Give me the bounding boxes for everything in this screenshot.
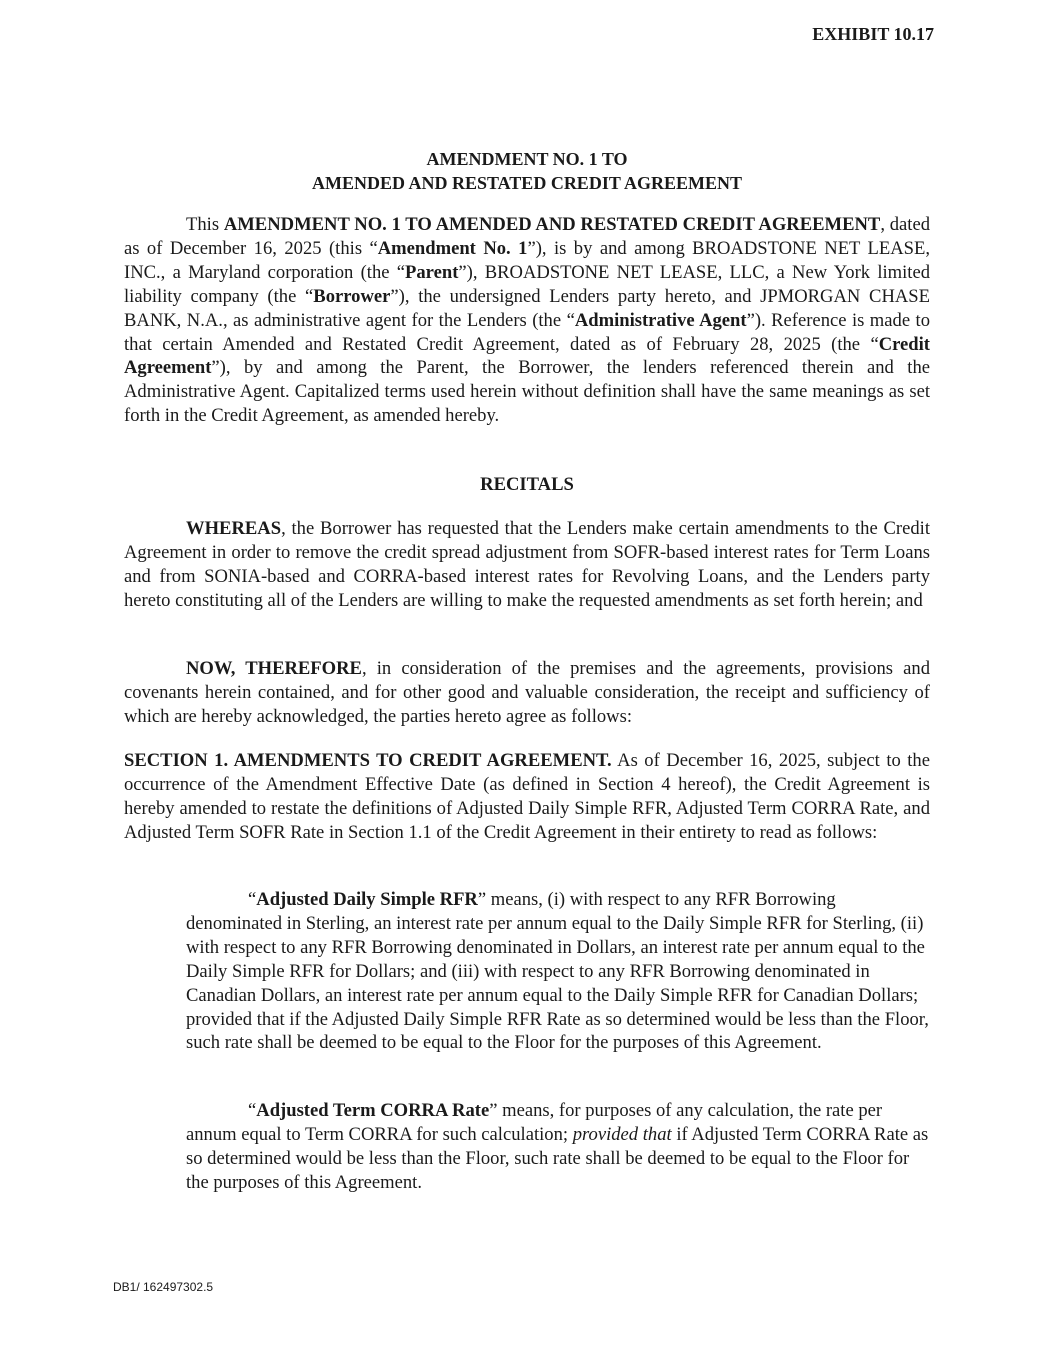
intro-bold-admin-agent: Administrative Agent: [574, 309, 747, 331]
def1-term: Adjusted Daily Simple RFR: [256, 889, 478, 910]
intro-bold-credit-agreement: Credit Agreement: [124, 333, 930, 379]
now-therefore-paragraph: [124, 657, 930, 729]
intro-bold-title: AMENDMENT NO. 1 TO AMENDED AND RESTATED CREDIT AGREEMENT: [223, 214, 881, 235]
intro-text-1: This: [186, 214, 224, 235]
def2-text-1: ” means, for purposes of any calculation, the rate per annum equal to Term CORRA for such calculation;: [186, 1100, 883, 1145]
intro-paragraph: [124, 213, 930, 428]
title-line-1: AMENDMENT NO. 1 TO: [426, 149, 628, 169]
whereas-text: , the Borrower has requested that the Lenders make certain amendments to the Credit Agreement in order to remove the credit spread adjustment from SOFR-based interest rates for Term Loans and from SONIA-based and CORRA-based interest rates for Revolving Loans, and the Lenders party hereto constituting all of the Lenders are willing to make the requested amendments as set forth herein; and: [124, 518, 930, 611]
intro-text-5: ”), the undersigned Lenders party hereto, and JPMORGAN CHASE BANK, N.A., as administrative agent for the Lenders (the “: [124, 285, 930, 331]
intro-text-6: ”). Reference is made to that certain Amended and Restated Credit Agreement, dated as of February 28, 2025 (the “: [124, 309, 930, 355]
title-line-2: AMENDED AND RESTATED CREDIT AGREEMENT: [311, 173, 743, 193]
intro-text-2: , dated as of December 16, 2025 (this “: [124, 214, 930, 259]
def1-open-quote: “: [248, 889, 257, 910]
def1-text: ” means, (i) with respect to any RFR Borrowing denominated in Sterling, an interest rate per annum equal to the Daily Simple RFR for Sterling, (ii) with respect to any RFR Borrowing denominated in Dollars, an interest rate per annum equal to the Daily Simple RFR for Dollars; and (iii) with respect to any RFR Borrowing denominated in Canadian Dollars, an interest rate per annum equal to the Daily Simple RFR for Canadian Dollars; provided that if the Adjusted Daily Simple RFR Rate as so determined would be less than the Floor, such rate shall be deemed to be equal to the Floor for the purposes of this Agreement.: [186, 889, 929, 1054]
def2-term: Adjusted Term CORRA Rate: [256, 1100, 490, 1121]
intro-text-3: ”), is by and among BROADSTONE NET LEASE, INC., a Maryland corporation (the “: [124, 237, 931, 283]
intro-text-7: ”), by and among the Parent, the Borrower, the lenders referenced therein and the Administrative Agent. Capitalized terms used herein without definition shall have the same meanings as set forth in the Credit Agreement, as amended hereby.: [124, 357, 930, 427]
intro-bold-amendment: Amendment No. 1: [377, 237, 528, 259]
now-therefore-text: , in consideration of the premises and the agreements, provisions and covenants herein contained, and for other good and valuable consideration, the receipt and sufficiency of which are hereby acknowledged, the parties hereto agree as follows:: [124, 658, 930, 727]
document-title: [124, 147, 930, 195]
definition-adjusted-term-corra-rate: [186, 1099, 930, 1195]
footer-document-id: DB1/ 162497302.5: [113, 1280, 214, 1294]
exhibit-label: EXHIBIT 10.17: [812, 24, 934, 44]
section-1-text: As of December 16, 2025, subject to the occurrence of the Amendment Effective Date (as defined in Section 4 hereof), the Credit Agreement is hereby amended to restate the definitions of Adjusted Daily Simple RFR, Adjusted Term CORRA Rate, and Adjusted Term SOFR Rate in Section 1.1 of the Credit Agreement in their entirety to read as follows:: [124, 750, 930, 843]
whereas-paragraph: [124, 517, 930, 613]
section-1-paragraph: [124, 749, 930, 845]
recitals-heading: RECITALS: [480, 474, 574, 495]
def2-text-2: if Adjusted Term CORRA Rate as so determined would be less than the Floor, such rate shall be deemed to be equal to the Floor for the purposes of this Agreement.: [186, 1123, 929, 1193]
section-1-heading: SECTION 1. AMENDMENTS TO CREDIT AGREEMENT.: [124, 750, 612, 771]
now-therefore-bold: NOW, THEREFORE: [186, 658, 362, 679]
definition-adjusted-daily-simple-rfr: [186, 888, 930, 1055]
intro-bold-parent: Parent: [405, 261, 459, 283]
intro-text-4: ”), BROADSTONE NET LEASE, LLC, a New York limited liability company (the “: [124, 261, 930, 307]
def2-open-quote: “: [248, 1100, 257, 1121]
intro-bold-borrower: Borrower: [313, 285, 391, 307]
def2-italic-proviso: provided that: [572, 1123, 672, 1145]
whereas-bold: WHEREAS: [186, 518, 282, 539]
